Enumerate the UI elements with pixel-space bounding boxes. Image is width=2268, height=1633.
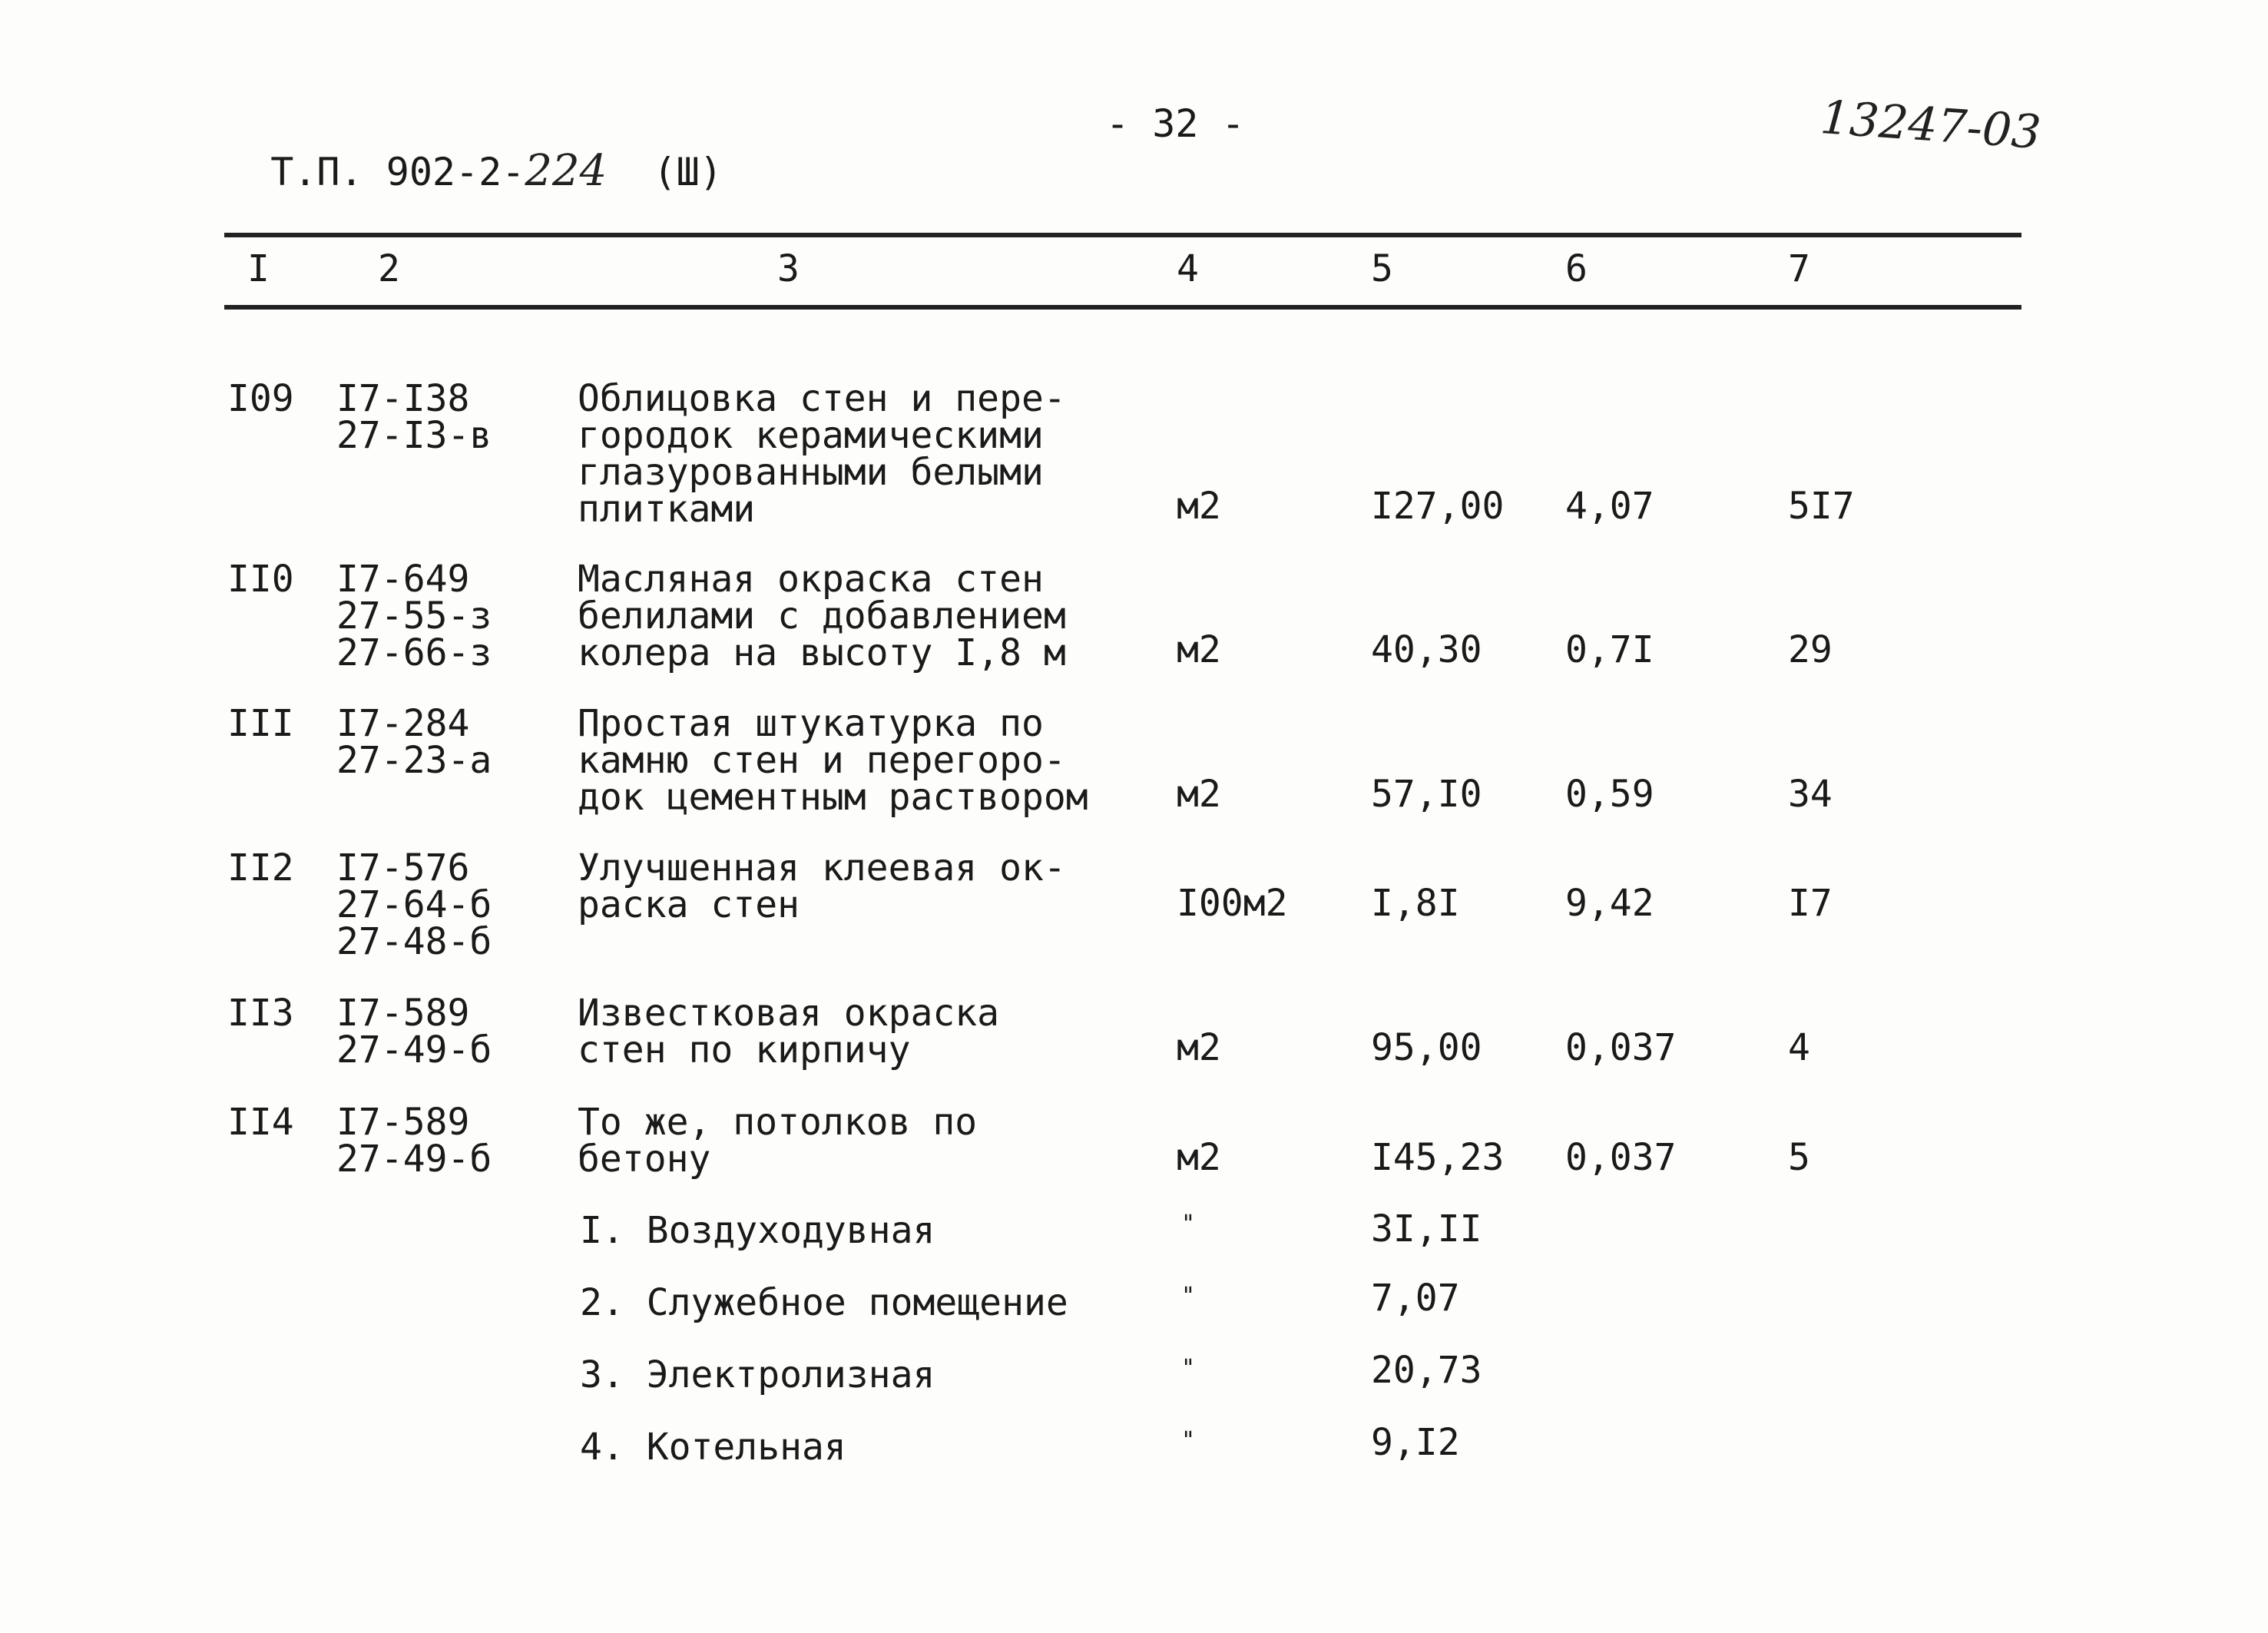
row-price: 0,037	[1565, 1026, 1677, 1069]
row-unit: м2	[1177, 1136, 1221, 1179]
row-number: II4	[227, 1101, 294, 1144]
row-quantity: I27,00	[1371, 485, 1505, 528]
row-description: То же, потолков по бетону	[578, 1101, 978, 1181]
ditto-mark: "	[1181, 1427, 1196, 1454]
col-header-4: 4	[1177, 247, 1199, 290]
row-price: 9,42	[1565, 882, 1654, 925]
table-top-rule	[224, 233, 2021, 237]
archive-number: 13247-03	[1818, 91, 2043, 160]
row-codes: I7-589 27-49-б	[336, 992, 492, 1072]
row-quantity: I45,23	[1371, 1136, 1505, 1179]
sub-item-label: 3. Электролизная	[580, 1353, 935, 1396]
sub-item-label: 2. Служебное помещение	[580, 1281, 1068, 1324]
table-header-rule	[224, 305, 2021, 310]
row-unit: м2	[1177, 1026, 1221, 1069]
row-quantity: I,8I	[1371, 882, 1460, 925]
row-total: 4	[1788, 1026, 1810, 1069]
row-price: 0,7I	[1565, 628, 1654, 671]
sub-item-quantity: 7,07	[1371, 1277, 1460, 1320]
row-codes: I7-I38 27-I3-в	[336, 377, 492, 457]
sub-item-label: I. Воздуходувная	[580, 1209, 935, 1252]
row-total: 5I7	[1788, 485, 1855, 528]
row-total: I7	[1788, 882, 1833, 925]
col-header-3: 3	[777, 247, 800, 290]
sub-item-quantity: 9,I2	[1371, 1421, 1460, 1464]
sub-item-quantity: 20,73	[1371, 1349, 1482, 1392]
row-quantity: 57,I0	[1371, 773, 1482, 816]
row-codes: I7-576 27-64-б 27-48-б	[336, 846, 492, 963]
doc-code	[224, 101, 723, 196]
row-description: Улучшенная клеевая ок- раска стен	[578, 846, 1066, 926]
row-price: 4,07	[1565, 485, 1654, 528]
row-codes: I7-284 27-23-а	[336, 702, 492, 782]
row-unit: м2	[1177, 485, 1221, 528]
col-header-7: 7	[1788, 247, 1810, 290]
ditto-mark: "	[1181, 1211, 1196, 1237]
col-header-5: 5	[1371, 247, 1393, 290]
row-total: 5	[1788, 1136, 1810, 1179]
row-total: 34	[1788, 773, 1833, 816]
row-number: III	[227, 702, 294, 745]
row-quantity: 40,30	[1371, 628, 1482, 671]
doc-code-printed: Т.П. 902-2-	[270, 150, 525, 194]
page-number: - 32 -	[1106, 101, 1245, 146]
row-quantity: 95,00	[1371, 1026, 1482, 1069]
row-codes: I7-649 27-55-з 27-66-з	[336, 558, 492, 674]
row-unit: I00м2	[1177, 882, 1288, 925]
sub-item-quantity: 3I,II	[1371, 1207, 1482, 1250]
ditto-mark: "	[1181, 1283, 1196, 1310]
row-total: 29	[1788, 628, 1833, 671]
doc-suffix: (Ш)	[653, 150, 723, 194]
row-description: Масляная окраска стен белилами с добавлением колера на высоту I,8 м	[578, 558, 1066, 674]
row-number: I09	[227, 377, 294, 420]
col-header-1: I	[247, 247, 270, 290]
col-header-6: 6	[1565, 247, 1588, 290]
sub-item-label: 4. Котельная	[580, 1426, 846, 1469]
col-header-2: 2	[378, 247, 400, 290]
row-description: Облицовка стен и пере- городок керамическими глазурованными белыми плитками	[578, 377, 1066, 531]
doc-code-handwritten: 224	[525, 146, 608, 196]
ditto-mark: "	[1181, 1355, 1196, 1382]
row-number: II0	[227, 558, 294, 601]
row-number: II2	[227, 846, 294, 889]
row-price: 0,59	[1565, 773, 1654, 816]
row-description: Простая штукатурка по камню стен и перегоро- док цементным раствором	[578, 702, 1088, 819]
row-codes: I7-589 27-49-б	[336, 1101, 492, 1181]
row-number: II3	[227, 992, 294, 1035]
row-price: 0,037	[1565, 1136, 1677, 1179]
row-unit: м2	[1177, 773, 1221, 816]
row-description: Известковая окраска стен по кирпичу	[578, 992, 1000, 1072]
row-unit: м2	[1177, 628, 1221, 671]
